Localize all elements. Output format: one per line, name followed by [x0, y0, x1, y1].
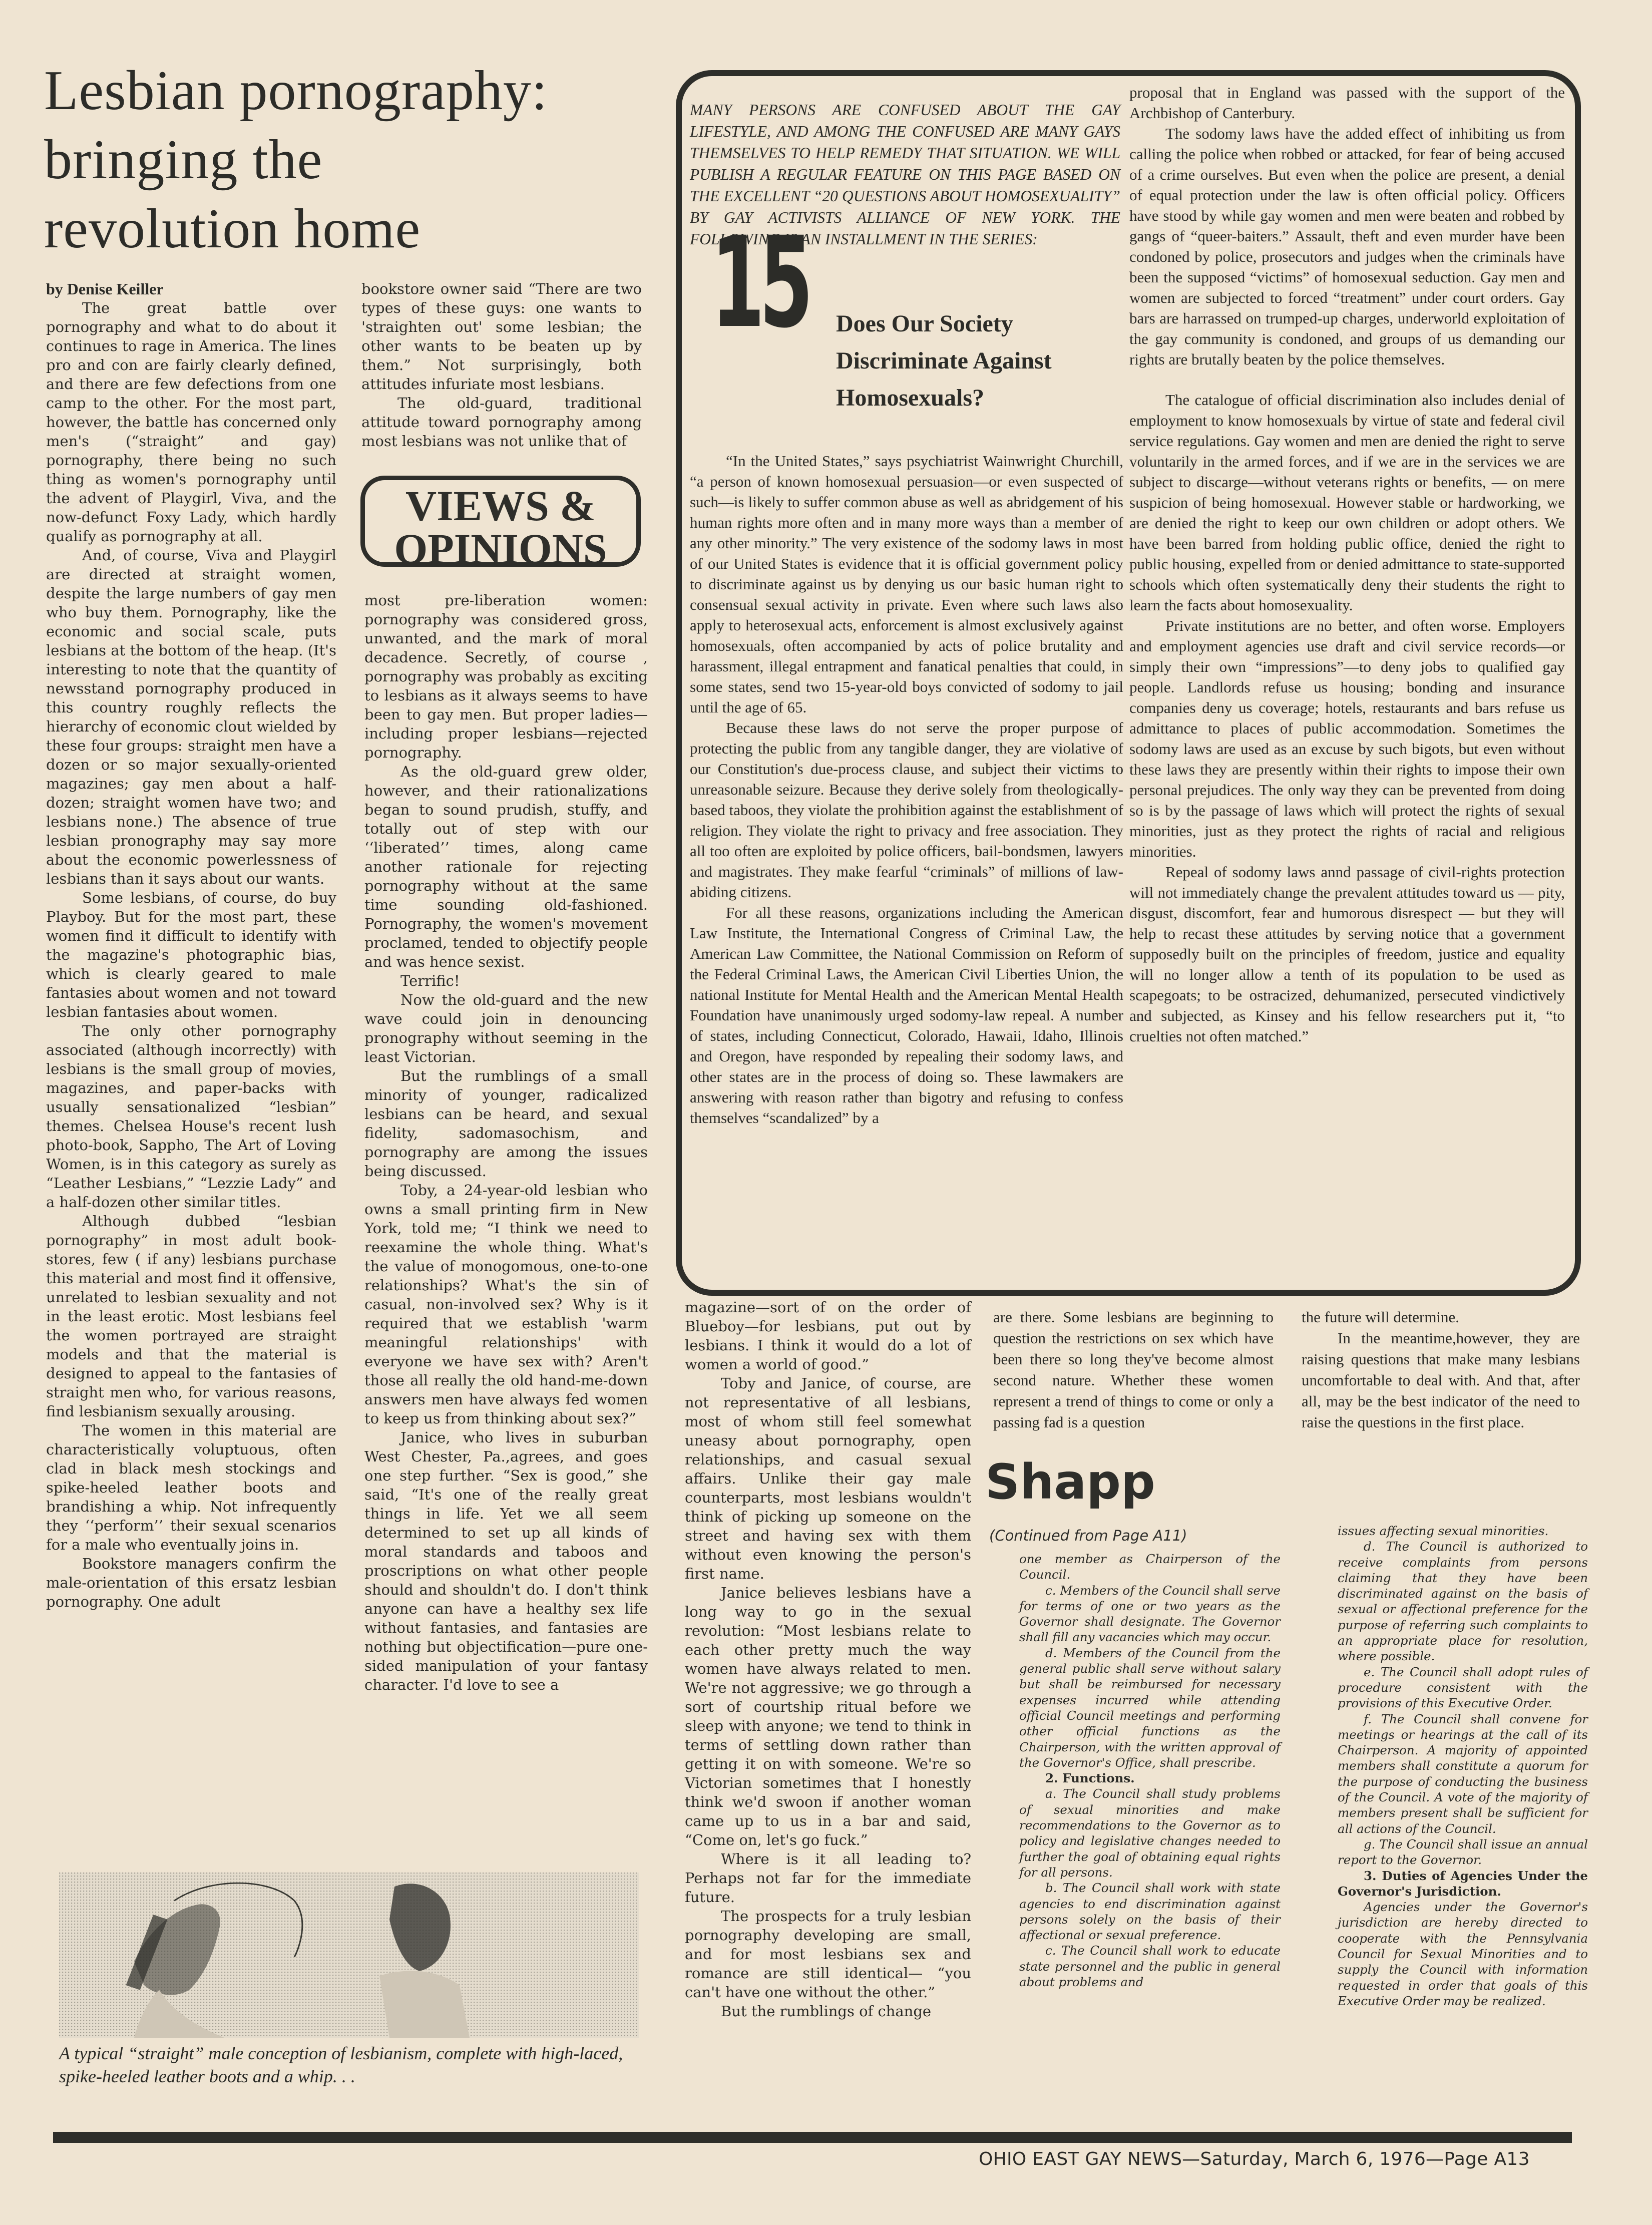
badge-line: OPINIONS: [394, 525, 607, 573]
paragraph: f. The Council shall convene for meetings or hearings at the call of its Chairperson. A majority of appointed members shall constitute a quorum for the purpose of conducting the business of the Council. A vote of the majority of members present shall be sufficient for all actions of the Council.: [1338, 1711, 1588, 1836]
paragraph: Agencies under the Governor's jurisdiction are hereby directed to cooperate with the Pennsylvania Council for Sexual Minorities and to supply the Council with information requested in order that goals of this Executive Order may be realized.: [1338, 1900, 1588, 2008]
paragraph: Toby, a 24-year-old lesbian who owns a small printing firm in New York, told me; “I think we need to reexamine the whole thing. What's the value of monogomous, one-to-one relationships? What's the sin of casual, non-involved sex? Why is it required that we establish 'warm meaningful relationships' with everyone we have sex with? Aren't those all really the old hand-me-down answers men have always fed women to keep us from thinking about sex?”: [364, 1182, 648, 1427]
badge-line: VIEWS &: [405, 482, 596, 530]
question-number: 15: [711, 210, 808, 355]
paragraph: d. Members of the Council from the general public shall serve without salary but shall be reimbursed for necessary expenses incurred while attending official Council meetings and performing other official functions as the Chairperson, with the written approval of the Governor's Office, shall prescribe.: [1019, 1645, 1281, 1770]
question-title: Does Our Society Discriminate Against Homosexuals?: [836, 310, 1052, 411]
section-heading: 2. Functions.: [1045, 1771, 1135, 1786]
paragraph: g. The Council shall issue an annual report to the Governor.: [1338, 1836, 1588, 1868]
paragraph: magazine—sort of on the order of Blueboy—for lesbians, put out by lesbians. I think it would do a lot of women a world of good.”: [685, 1299, 971, 1373]
feature-right-column: [1129, 82, 1565, 1046]
paragraph: Repeal of sodomy laws annd passage of civil-rights protection will not immediately change the prevalent attitudes toward us — pity, disgust, discomfort, fear and humorous disrespect — but they will help to recast these attitudes by serving notice that a government supposedly built on the principles of freedom, justice and equality will no longer allow a tenth of its population to be used as scapegoats; to be ostracized, dehumanized, persecuted vindictively and subjected, as Kinsey and his fellow researchers put it, “to cruelties not often matched.”: [1129, 863, 1565, 1045]
feature-left-column: [690, 451, 1123, 1128]
paragraph: The women in this material are characteristically voluptuous, often clad in black mesh stockings and spike-heeled leather boots and brandishing a whip. Not infrequently they ‘‘perform’’ their sexual scenarios for a male who eventually joins in.: [46, 1422, 336, 1553]
paragraph: For all these reasons, organizations including the American Law Institute, the International Congress of Criminal Law, the American Law Committee, the National Commission on Reform of the Federal Criminal Laws, the American Civil Liberties Union, the national Institute for Mental Health and the American Mental Health Foundation have unanimously urged sodomy-law repeal. A number of states, including Connecticut, Colorado, Hawaii, Idaho, Illinois and Oregon, have responded by repealing their sodomy laws, and other states are in the process of doing so. These lawmakers are answering with reason rather than bigotry and refusing to confess themselves “scandalized” by a: [690, 904, 1123, 1127]
paragraph: a. The Council shall study problems of sexual minorities and make recommendations to the Governor as to policy and legislative changes needed to further the goal of obtaining equal rights for all persons.: [1019, 1786, 1281, 1880]
paragraph: c. Members of the Council shall serve for terms of one or two years as the Governor shall designate. The Governor shall fill any vacancies which may occur.: [1019, 1583, 1281, 1645]
headline-line: bringing the: [44, 129, 323, 191]
paragraph: The sodomy laws have the added effect of inhibiting us from calling the police when robbed or attacked, for fear of being accused of a crime ourselves. But even when the police are present, a denial of equal protection under the law is often official policy. Officers have stood by while gay women and men were beaten and robbed by gangs of “queer-baiters.” Assault, theft and even murder have been condoned by police, prosecutors and judges when the criminals have been the supposed “victims” of homosexual seduction. Gay men and women are subjected to forced “treatment” under court orders. Gay bars are harrassed on trumped-up charges, underworld exploitation of the gay community is condoned, and groups of us demanding our rights are brutally beaten by the police themselves.: [1129, 125, 1565, 368]
paragraph: Now the old-guard and the new wave could join in denouncing pronography without seeming in the least Victorian.: [364, 991, 648, 1065]
bottom-rule: [53, 2132, 1572, 2143]
views-opinions-badge: [360, 476, 641, 573]
feature-intro: MANY PERSONS ARE CONFUSED ABOUT THE GAY LIFESTYLE, AND AMONG THE CONFUSED ARE MANY GAYS THEMSELVES TO HELP REMEDY THAT SITUATION. WE WILL PUBLISH A REGULAR FEATURE ON THIS PAGE BASED ON THE EXCELLENT “20 QUESTIONS ABOUT HOMOSEXUALITY” BY GAY ACTIVISTS ALLIANCE OF NEW YORK. THE FOLLOWING IS AN INSTALLMENT IN THE SERIES:: [690, 101, 1120, 248]
photo-illustration: [59, 1873, 639, 2038]
article-column-2-bottom: [364, 591, 648, 1694]
headline-line: Lesbian pornography:: [44, 60, 548, 122]
paragraph: d. The Council is authorized to receive complaints from persons claiming that they have been discriminated against on the basis of sexual or affectional preference for the purpose of referring such complaints to an appropriate place for resolution, where possible.: [1338, 1539, 1588, 1664]
shapp-column-b: [1338, 1523, 1588, 2009]
shapp-column-a: [1019, 1551, 1281, 1990]
byline: by Denise Keiller: [46, 280, 164, 298]
paragraph: The prospects for a truly lesbian pornography developing are small, and for most lesbians sex and romance are still identical— “you can't have one without the other.”: [685, 1908, 971, 2001]
paragraph: But the rumblings of change: [721, 2003, 932, 2020]
paragraph: Where is it all leading to? Perhaps not far for the immediate future.: [685, 1850, 971, 1906]
paragraph: are there. Some lesbians are beginning to question the restrictions on sex which have been there so long they've become almost second nature. Whether these women represent a trend of things to come or only a passing fad is a question: [993, 1308, 1274, 1431]
paragraph: The only other pornography associated (although incorrectly) with lesbians is the small group of movies, magazines, and paper-backs with usually sensationalized “lesbian” themes. Chelsea House's recent lush photo-book, Sappho, The Art of Loving Women, is in this category as surely as “Leather Lesbians,” “Lezzie Lady” and a half-dozen other similar titles.: [46, 1022, 336, 1211]
paragraph: e. The Council shall adopt rules of procedure consistent with the provisions of this Executive Order.: [1338, 1664, 1588, 1711]
continued-note: (Continued from Page A11): [989, 1527, 1187, 1544]
paragraph: Some lesbians, of course, do buy Playboy. But for the most part, these women find it difficult to identify with the magazine's photographic bias, which is clearly geared to male fantasies about women and not toward lesbian fantasies about women.: [46, 889, 336, 1020]
paragraph: proposal that in England was passed with the support of the Archbishop of Canterbury.: [1129, 84, 1565, 122]
halftone-photo: [59, 1873, 639, 2038]
figure-right-body: [379, 1971, 470, 2038]
paragraph: Janice, who lives in suburban West Chester, Pa.,agrees, and goes one step further. “Sex is good,” she said, “It's one of the really great things in life. Yet we all seem determined to set up all kinds of moral standards and taboos and proscriptions on what other people should and shouldn't do. I don't think anyone can have a healthy sex life without fantasies, and fantasies are nothing but objectification—pure one-sided manipulation of your fantasy character. I'd love to see a: [364, 1429, 648, 1693]
article-column-5: [1302, 1307, 1580, 1433]
paragraph: As the old-guard grew older, however, and their rationalizations began to sound prudish, stuffy, and totally out of step with our ‘‘liberated’’ times, along came another rationale for rejecting pornography without at the same time sounding old-fashioned. Pornography, the women's movement proclamed, tended to objectify people and was hence sexist.: [364, 763, 648, 970]
page-footer: OHIO EAST GAY NEWS—Saturday, March 6, 1976—Page A13: [979, 2149, 1530, 2169]
paragraph: And, of course, Viva and Playgirl are directed at straight women, despite the large numbers of gay men who buy them. Pornography, like the economic and social scale, puts lesbians at the bottom of the heap. (It's interesting to note that the quantity of newsstand pornography produced in this country roughly reflects the hierarchy of economic clout wielded by these four groups: straight men have a dozen or so major sexually-oriented magazines; gay men about a half-dozen; straight women have two; and lesbians none.) The absence of true lesbian pronography may say more about the economic powerlessness of lesbians than it says about our wants.: [46, 547, 336, 887]
paragraph: Although dubbed “lesbian pornography” in most adult book-stores, few ( if any) lesbians purchase this material and most find it offensive, unrelated to lesbian sexuality and not in the least erotic. Most lesbians feel the women portrayed are straight models and that the material is designed to appeal to the fantasies of straight men who, for various reasons, find lesbianism sexually arousing.: [46, 1213, 336, 1420]
paragraph: b. The Council shall work with state agencies to end discrimination against persons solely on the basis of their affectional or sexual preference.: [1019, 1881, 1281, 1943]
paragraph: The old-guard, traditional attitude toward pornography among most lesbians was not unlike that of: [361, 395, 642, 450]
paragraph: “In the United States,” says psychiatrist Wainwright Churchill, “a person of known homosexual persuasion—or even suspected of such—is likely to suffer common abuse as well as abridgement of his human rights more often and in many more ways than a member of any other minority.” The very existence of the sodomy laws in most of our United States is evidence that it is official government policy to discriminate against us by denying us our basic human right to consensual sexual activity in private. Even where such laws also apply to heterosexual acts, enforcement is almost exclusively against homosexuals, often accompanied by acts of police brutality and harassment, illegal entrapment and fanatical penalties that could, in some states, send two 15-year-old boys convicted of sodomy to jail until the age of 65.: [690, 452, 1123, 716]
shapp-headline: Shapp: [985, 1454, 1155, 1510]
figure-left-body: [134, 1990, 224, 2038]
paragraph: But the rumblings of a small minority of younger, radicalized lesbians can be heard, and sexual fidelity, sadomasochism, and pornography are among the issues being discussed.: [364, 1067, 648, 1180]
article-column-2-top: [361, 279, 642, 451]
paragraph: Because these laws do not serve the proper purpose of protecting the public from any tangible danger, they are violative of our Constitution's due-process clause, and subject their victims to unreasonable seizure. Because they derive solely from theologically-based taboos, they violate the prohibition against the establishment of religion. They violate the right to privacy and free association. They all too often are exploited by police officers, bail-bondsmen, lawyers and magistrates. They make fearful “criminals” of millions of law-abiding citizens.: [690, 719, 1123, 901]
paragraph: Toby and Janice, of course, are not representative of all lesbians, most of whom still feel somewhat uneasy about pornography, open relationships, and casual sexual affairs. Unlike their gay male counterparts, most lesbians wouldn't think of picking up someone on the street and having sex with them without even knowing the person's first name.: [685, 1375, 971, 1582]
paragraph: c. The Council shall work to educate state personnel and the public in general about problems and: [1019, 1943, 1281, 1990]
paragraph: most pre-liberation women: pornography was considered gross, unwanted, and the mark of moral decadence. Secretly, of course , pornography was probably as exciting to lesbians as it always seems to have been to gay men. But proper ladies— including proper lesbians—rejected pornography.: [364, 592, 648, 761]
headline-line: revolution home: [44, 198, 421, 260]
photo-caption: A typical “straight” male conception of lesbianism, complete with high-laced, spike-heeled leather boots and a whip. . .: [59, 2043, 623, 2086]
article-column-1: [46, 279, 336, 1611]
paragraph: Janice believes lesbians have a long way to go in the sexual revolution: “Most lesbians relate to each other pretty much the way women have always related to men. We're not aggressive; we go through a sort of courtship ritual before we sleep with anyone; we tend to think in terms of settling down rather than getting it on with someone. We're so Victorian sometimes that I honestly think we'd swoon if another woman came up to us in a bar and said, “Come on, let's go fuck.”: [685, 1584, 971, 1848]
paragraph: Private institutions are no better, and often worse. Employers and employment agencies use draft and civil service records—or simply their own “impressions”—to deny jobs to qualified gay people. Landlords refuse us housing; bonding and insurance companies deny us coverage; hotels, restaurants and bars refuse us admittance to places of public accommodation. Sometimes the sodomy laws are used as an excuse by such bigots, but even without these laws they are presently within their rights to impose their own personal prejudices. The only way they can be prevented from doing so is by the passage of laws which will protect the rights of sexual minorities, just as they protect the rights of racial and religious minorities.: [1129, 617, 1565, 860]
paragraph: bookstore owner said “There are two types of these guys: one wants to 'straighten out' some lesbian; the other wants to be beaten up by them.” Not surprisingly, both attitudes infuriate most lesbians.: [361, 280, 642, 393]
paragraph: Terrific!: [400, 972, 460, 989]
paragraph: issues affecting sexual minorities.: [1338, 1524, 1549, 1538]
paragraph: The catalogue of official discrimination also includes denial of employment to know homosexuals by virtue of state and federal civil service regulations. Gay women and men are denied the right to serve voluntarily in the armed forces, and if we are in the services we are subject to discarge—without veterans rights or benefits, — on mere suspicion of being homosexual. However stable or hardworking, we are denied the right to keep our own children or adopt others. We have been barred from holding public office, denied the right to public housing, expelled from or denied admittance to state-supported schools which often systematically deny their students the right to learn the facts about homosexuality.: [1129, 391, 1565, 614]
figure-right-head: [389, 1884, 451, 1971]
article-column-4: [993, 1307, 1274, 1433]
article-headline: [44, 56, 685, 263]
paragraph: The great battle over pornography and what to do about it continues to rage in America. The lines pro and con are fairly clearly defined, and there are few defections from one camp to the other. For the most part, however, the battle has concerned only men's (“straight” and gay) pornography, there being no such thing as women's pornography until the advent of Playgirl, Viva, and the now-defunct Foxy Lady, which hardly qualify as pornography at all.: [46, 299, 336, 545]
paragraph: one member as Chairperson of the Council.: [1019, 1552, 1281, 1582]
article-column-3: [685, 1298, 971, 2021]
section-heading: 3. Duties of Agencies Under the Governor's Jurisdiction.: [1338, 1868, 1588, 1899]
paragraph: Bookstore managers confirm the male-orientation of this ersatz lesbian pornography. One adult: [46, 1555, 336, 1610]
paragraph: the future will determine.: [1302, 1308, 1460, 1326]
paragraph: In the meantime,however, they are raising questions that make many lesbians uncomfortable to deal with. And that, after all, may be the best indicator of the need to raise the questions in the first place.: [1302, 1329, 1580, 1431]
